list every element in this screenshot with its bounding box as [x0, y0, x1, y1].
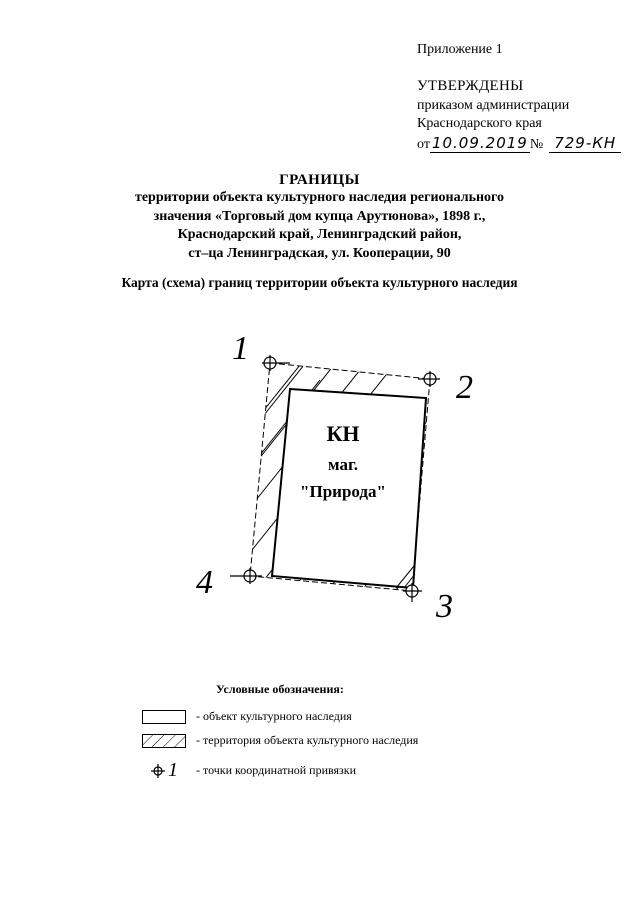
order-issuer-line2: Краснодарского края [417, 116, 542, 131]
order-number: 729-КН [549, 134, 621, 153]
legend-item-territory [142, 733, 418, 748]
order-issuer-line1: приказом администрации [417, 98, 570, 113]
object-label-kn: КН [326, 421, 360, 446]
anchor-point-4-label: 4 [196, 564, 213, 601]
anchor-point-1-label: 1 [232, 330, 249, 367]
crosshair-icon [150, 763, 166, 779]
order-date: 10.09.2019 [431, 134, 528, 152]
title-line-3: Краснодарский край, Ленинградский район, [177, 227, 462, 242]
anchor-point-3-label: 3 [436, 588, 453, 625]
legend-item-object [142, 709, 352, 724]
anchor-point-1-marker [262, 355, 290, 371]
legend-title: Условные обозначения: [216, 682, 344, 696]
legend-item-object-text: - объект культурного наследия [196, 709, 352, 723]
legend-point-number: 1 [168, 759, 178, 781]
approved-heading: УТВЕРЖДЕНЫ [417, 78, 524, 94]
object-swatch-icon [142, 710, 186, 724]
appendix-label: Приложение 1 [417, 42, 503, 57]
anchor-point-2-marker [418, 371, 440, 387]
object-label-shop: маг. [327, 455, 359, 474]
title-line-4: ст–ца Ленинградская, ул. Кооперации, 90 [188, 245, 451, 261]
anchor-point-4-marker [230, 568, 262, 584]
legend-item-points [142, 759, 356, 782]
anchor-point-legend-icon [142, 759, 186, 782]
title-line-1: территории объекта культурного наследия регионального [134, 190, 505, 205]
document-title: ГРАНИЦЫ [279, 172, 360, 188]
legend-item-points-text: - точки координатной привязки [196, 763, 357, 777]
map-caption: Карта (схема) границ территории объекта культурного наследия [121, 275, 518, 290]
legend-item-territory-text: - территория объекта культурного наследия [196, 733, 419, 747]
object-label-name: "Природа" [300, 482, 386, 501]
anchor-point-2-label: 2 [456, 369, 473, 406]
territory-swatch-icon [142, 734, 186, 748]
order-number-sign: № [529, 137, 544, 152]
order-prefix: от [417, 137, 430, 152]
title-line-2: значения «Торговый дом купца Арутюнова», 1898 г., [153, 208, 486, 224]
